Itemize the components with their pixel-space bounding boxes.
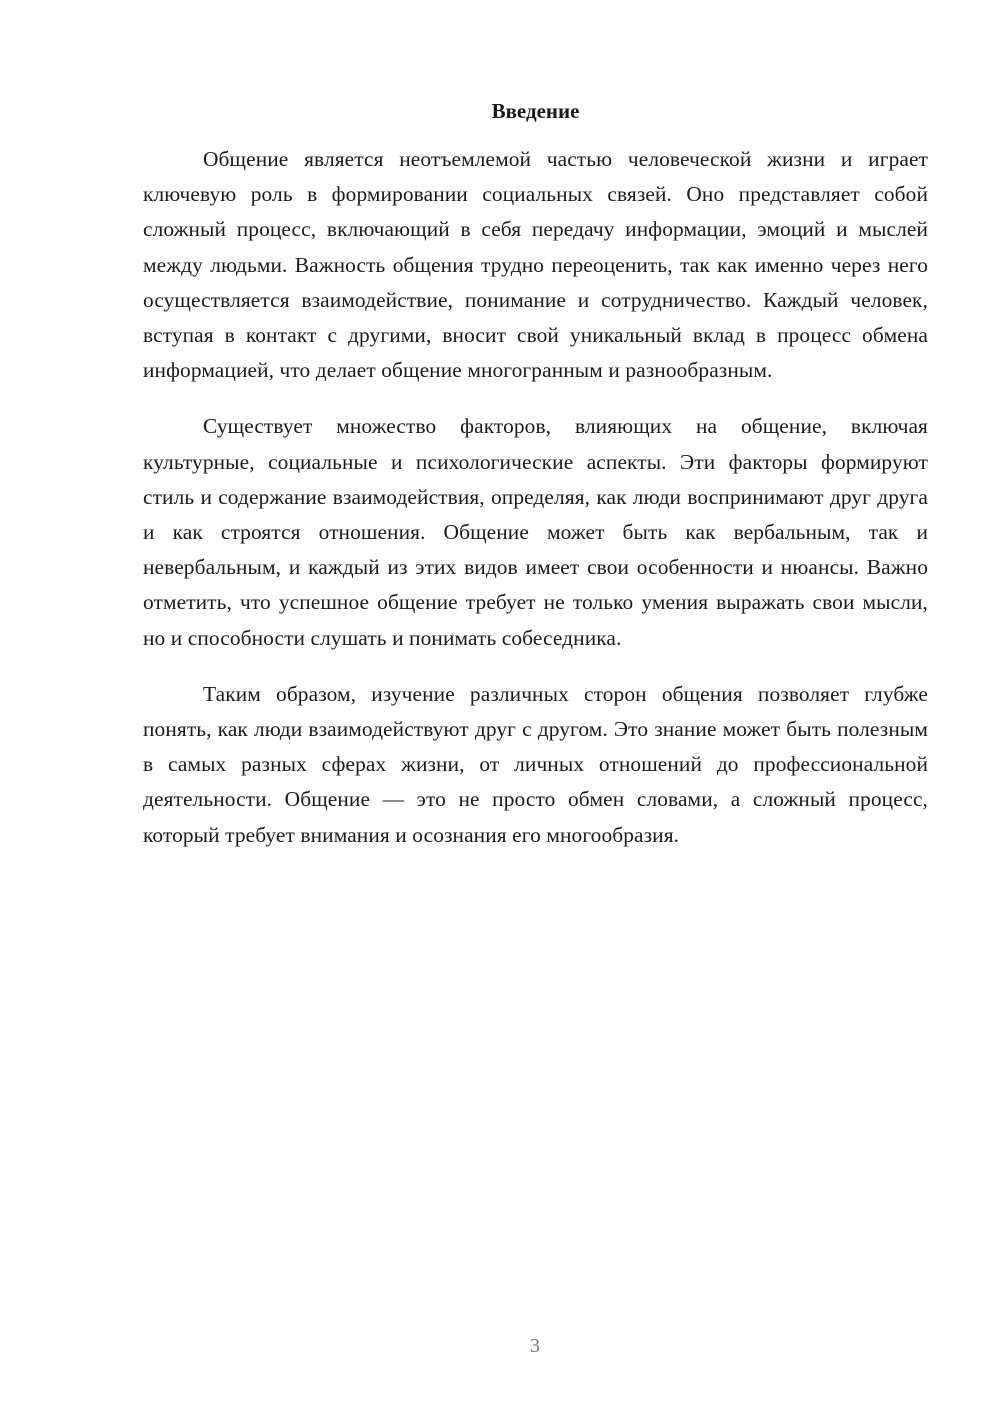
paragraph-1: Общение является неотъемлемой частью человеческой жизни и играет ключевую роль в формировании социальных связей. Оно представляет собой сложный процесс, включающий в себя передачу информации, эмоций и мыслей между людьми. Важность общения трудно переоценить, так как именно через него осуществляется взаимодействие, понимание и сотрудничество. Каждый человек, вступая в контакт с другими, вносит свой уникальный вклад в процесс обмена информацией, что делает общение многогранным и разнообразным. [143,147,928,383]
section-title: Введение [491,99,580,123]
paragraph-2: Существует множество факторов, влияющих на общение, включая культурные, социальные и психологические аспекты. Эти факторы формируют стиль и содержание взаимодействия, определяя, как люди воспринимают друг друга и как строятся отношения. Общение может быть как вербальным, так и невербальным, и каждый из этих видов имеет свои особенности и нюансы. Важно отметить, что успешное общение требует не только умения выражать свои мысли, но и способности слушать и понимать собеседника. [143,414,928,650]
page-number: 3 [530,1335,540,1357]
paragraph-3: Таким образом, изучение различных сторон общения позволяет глубже понять, как люди взаимодействуют друг с другом. Это знание может быть полезным в самых разных сферах жизни, от личных отношений до профессиональной деятельности. Общение — это не просто обмен словами, а сложный процесс, который требует внимания и осознания его многообразия. [143,681,928,847]
body-text [143,142,928,874]
